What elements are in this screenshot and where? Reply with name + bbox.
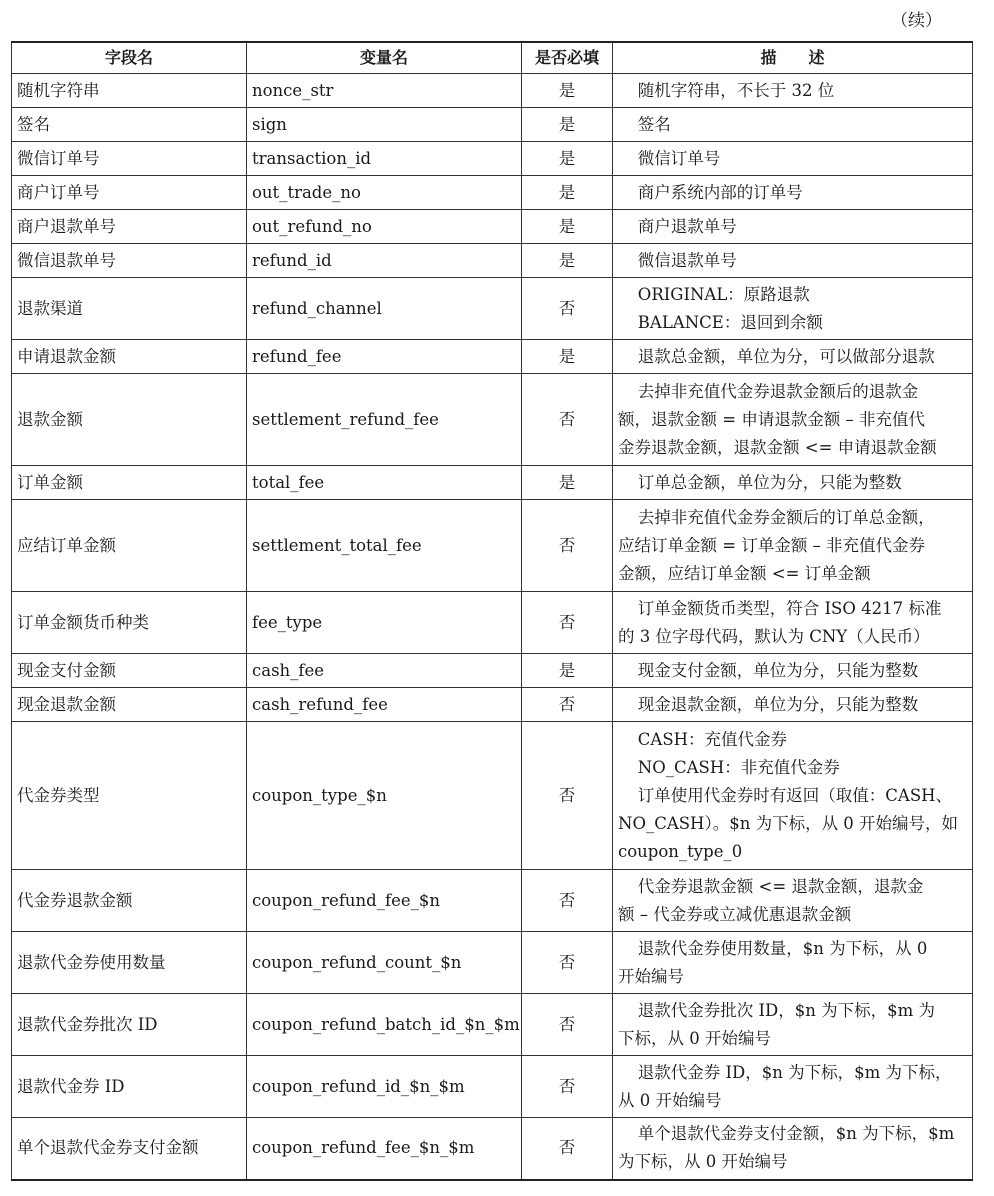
description-line: coupon_type_0 <box>618 841 743 861</box>
field-name-cell: 现金退款金额 <box>12 688 247 722</box>
required-cell: 是 <box>522 210 613 244</box>
field-name-cell: 签名 <box>12 108 247 142</box>
continued-label: （续） <box>891 11 942 31</box>
table-row <box>12 176 973 210</box>
header-description: 描 述 <box>613 42 973 74</box>
table-row <box>12 1118 973 1180</box>
required-cell: 是 <box>522 244 613 278</box>
description-line: 随机字符串，不长于 32 位 <box>637 80 835 100</box>
description-line: ORIGINAL：原路退款 <box>637 284 810 304</box>
required-cell: 否 <box>522 1056 613 1118</box>
table-row <box>12 340 973 374</box>
table-row <box>12 466 973 500</box>
table-row <box>12 142 973 176</box>
description-line: BALANCE：退回到余额 <box>637 312 823 332</box>
table-row <box>12 654 973 688</box>
variable-name-cell: refund_fee <box>247 340 522 374</box>
description-cell <box>613 870 973 932</box>
field-name-cell: 随机字符串 <box>12 74 247 108</box>
description-cell <box>613 74 973 108</box>
description-line: 开始编号 <box>618 966 684 986</box>
field-name-cell: 代金券退款金额 <box>12 870 247 932</box>
variable-name-cell: out_refund_no <box>247 210 522 244</box>
description-line: 金券退款金额，退款金额 <= 申请退款金额 <box>618 437 937 457</box>
field-name-cell: 商户退款单号 <box>12 210 247 244</box>
description-line: 单个退款代金券支付金额，$n 为下标，$m <box>637 1124 955 1144</box>
variable-name-cell: total_fee <box>247 466 522 500</box>
required-cell: 是 <box>522 74 613 108</box>
required-cell: 否 <box>522 278 613 340</box>
description-line: 退款代金券 ID，$n 为下标，$m 为下标， <box>637 1062 952 1082</box>
description-cell <box>613 176 973 210</box>
description-line: 商户退款单号 <box>637 216 737 236</box>
description-line: 为下标，从 0 开始编号 <box>618 1152 788 1172</box>
required-cell: 是 <box>522 142 613 176</box>
field-name-cell: 退款代金券使用数量 <box>12 932 247 994</box>
description-line: 订单金额货币类型，符合 ISO 4217 标准 <box>637 598 942 618</box>
field-name-cell: 商户订单号 <box>12 176 247 210</box>
description-cell <box>613 340 973 374</box>
description-cell <box>613 500 973 592</box>
field-name-cell: 订单金额 <box>12 466 247 500</box>
table-header-row <box>12 42 973 74</box>
description-cell <box>613 210 973 244</box>
description-line: 退款代金券使用数量，$n 为下标，从 0 <box>637 938 928 958</box>
description-line: CASH：充值代金券 <box>637 729 788 749</box>
required-cell: 否 <box>522 592 613 654</box>
required-cell: 否 <box>522 688 613 722</box>
required-cell: 否 <box>522 932 613 994</box>
field-name-cell: 现金支付金额 <box>12 654 247 688</box>
table-row <box>12 870 973 932</box>
description-cell <box>613 592 973 654</box>
description-cell <box>613 466 973 500</box>
field-name-cell: 订单金额货币种类 <box>12 592 247 654</box>
description-line: 从 0 开始编号 <box>618 1090 722 1110</box>
description-line: 代金券退款金额 <= 退款金额，退款金 <box>637 876 924 896</box>
description-cell <box>613 654 973 688</box>
description-line: 应结订单金额 = 订单金额 – 非充值代金券 <box>618 535 926 555</box>
variable-name-cell: transaction_id <box>247 142 522 176</box>
required-cell: 是 <box>522 176 613 210</box>
table-body <box>12 74 973 1180</box>
field-name-cell: 微信订单号 <box>12 142 247 176</box>
field-name-cell: 退款代金券 ID <box>12 1056 247 1118</box>
table-row <box>12 1056 973 1118</box>
variable-name-cell: coupon_refund_count_$n <box>247 932 522 994</box>
variable-name-cell: nonce_str <box>247 74 522 108</box>
refund-query-response-table <box>11 41 973 1181</box>
variable-name-cell: coupon_refund_fee_$n <box>247 870 522 932</box>
required-cell: 否 <box>522 994 613 1056</box>
field-name-cell: 微信退款单号 <box>12 244 247 278</box>
required-cell: 是 <box>522 340 613 374</box>
description-line: 的 3 位字母代码，默认为 CNY（人民币） <box>618 626 930 646</box>
description-line: 订单总金额，单位为分，只能为整数 <box>637 472 902 492</box>
table-row <box>12 722 973 870</box>
table-row <box>12 688 973 722</box>
table-row <box>12 932 973 994</box>
variable-name-cell: coupon_type_$n <box>247 722 522 870</box>
required-cell: 否 <box>522 500 613 592</box>
variable-name-cell: settlement_total_fee <box>247 500 522 592</box>
description-cell <box>613 244 973 278</box>
field-name-cell: 退款代金券批次 ID <box>12 994 247 1056</box>
table-row <box>12 278 973 340</box>
field-name-cell: 单个退款代金券支付金额 <box>12 1118 247 1180</box>
description-line: 订单使用代金券时有返回（取值：CASH、 <box>637 785 953 805</box>
description-cell <box>613 374 973 466</box>
header-field-name: 字段名 <box>12 42 247 74</box>
description-line: 退款总金额，单位为分，可以做部分退款 <box>637 346 935 366</box>
required-cell: 是 <box>522 108 613 142</box>
variable-name-cell: coupon_refund_batch_id_$n_$m <box>247 994 522 1056</box>
description-line: 额 – 代金券或立减优惠退款金额 <box>618 904 852 924</box>
table-row <box>12 74 973 108</box>
description-line: 签名 <box>637 114 671 134</box>
description-cell <box>613 688 973 722</box>
description-line: 去掉非充值代金券退款金额后的退款金 <box>637 381 919 401</box>
table-row <box>12 244 973 278</box>
description-line: 去掉非充值代金券金额后的订单总金额， <box>637 507 935 527</box>
required-cell: 否 <box>522 870 613 932</box>
description-line: 额，退款金额 = 申请退款金额 – 非充值代 <box>618 409 926 429</box>
description-line: 退款代金券批次 ID，$n 为下标，$m 为 <box>637 1000 936 1020</box>
header-required: 是否必填 <box>522 42 613 74</box>
required-cell: 是 <box>522 654 613 688</box>
variable-name-cell: refund_channel <box>247 278 522 340</box>
field-name-cell: 应结订单金额 <box>12 500 247 592</box>
description-line: NO_CASH：非充值代金券 <box>637 757 840 777</box>
variable-name-cell: cash_fee <box>247 654 522 688</box>
field-name-cell: 退款金额 <box>12 374 247 466</box>
variable-name-cell: sign <box>247 108 522 142</box>
field-name-cell: 申请退款金额 <box>12 340 247 374</box>
description-cell <box>613 1056 973 1118</box>
description-cell <box>613 1118 973 1180</box>
variable-name-cell: fee_type <box>247 592 522 654</box>
description-cell <box>613 994 973 1056</box>
variable-name-cell: coupon_refund_fee_$n_$m <box>247 1118 522 1180</box>
required-cell: 否 <box>522 722 613 870</box>
field-name-cell: 退款渠道 <box>12 278 247 340</box>
description-line: NO_CASH）。$n 为下标，从 0 开始编号，如 <box>618 813 959 833</box>
required-cell: 是 <box>522 466 613 500</box>
description-cell <box>613 278 973 340</box>
table-row <box>12 994 973 1056</box>
variable-name-cell: coupon_refund_id_$n_$m <box>247 1056 522 1118</box>
required-cell: 否 <box>522 374 613 466</box>
description-cell <box>613 142 973 176</box>
description-line: 现金退款金额，单位为分，只能为整数 <box>637 694 919 714</box>
variable-name-cell: refund_id <box>247 244 522 278</box>
table-row <box>12 374 973 466</box>
description-line: 下标，从 0 开始编号 <box>618 1028 771 1048</box>
table-row <box>12 108 973 142</box>
variable-name-cell: settlement_refund_fee <box>247 374 522 466</box>
table-row <box>12 210 973 244</box>
description-line: 商户系统内部的订单号 <box>637 182 803 202</box>
variable-name-cell: out_trade_no <box>247 176 522 210</box>
description-cell <box>613 108 973 142</box>
description-cell <box>613 722 973 870</box>
field-name-cell: 代金券类型 <box>12 722 247 870</box>
variable-name-cell: cash_refund_fee <box>247 688 522 722</box>
description-line: 微信退款单号 <box>637 250 737 270</box>
description-cell <box>613 932 973 994</box>
description-line: 金额，应结订单金额 <= 订单金额 <box>618 563 871 583</box>
table-row <box>12 500 973 592</box>
table-row <box>12 592 973 654</box>
required-cell: 否 <box>522 1118 613 1180</box>
description-line: 现金支付金额，单位为分，只能为整数 <box>637 660 919 680</box>
description-line: 微信订单号 <box>637 148 721 168</box>
header-variable-name: 变量名 <box>247 42 522 74</box>
